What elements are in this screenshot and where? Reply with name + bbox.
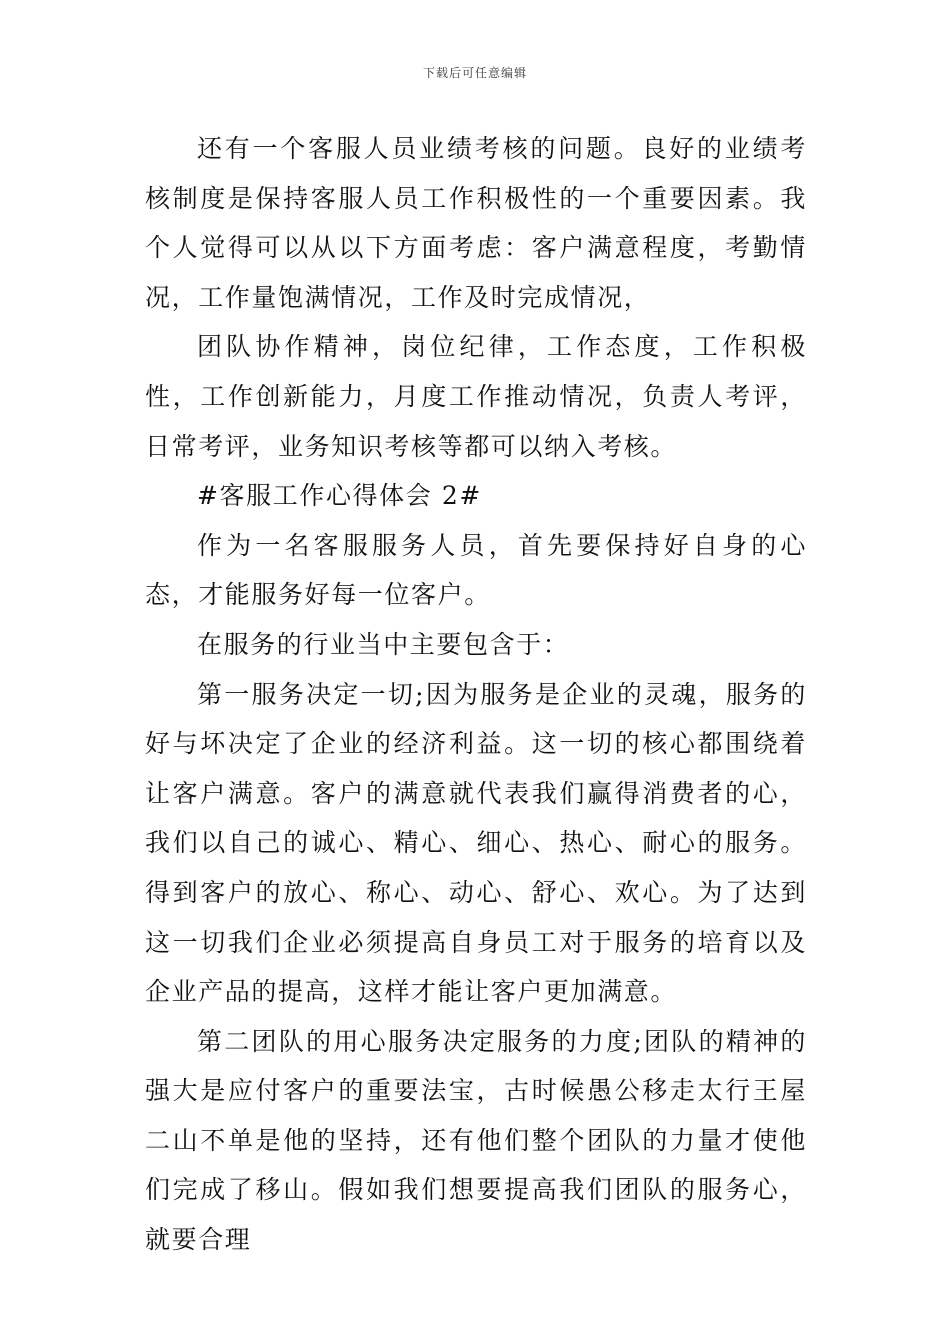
page-header: 下载后可任意编辑: [422, 66, 527, 80]
section-heading: #客服工作心得体会 2#: [197, 481, 482, 511]
document-body: [145, 124, 807, 1265]
paragraph-performance-review: 还有一个客服人员业绩考核的问题。良好的业绩考核制度是保持客服人员工作积极性的一个重要因素。我个人觉得可以从以下方面考虑：客户满意程度，考勤情况，工作量饱满情况，工作及时完成情况，: [145, 134, 807, 312]
paragraph-review-criteria: 团队协作精神，岗位纪律，工作态度，工作积极性，工作创新能力，月度工作推动情况，负责人考评，日常考评，业务知识考核等都可以纳入考核。: [145, 332, 807, 461]
paragraph-attitude: 作为一名客服服务人员，首先要保持好自身的心态，才能服务好每一位客户。: [145, 530, 807, 610]
paragraph-team-service: 第二团队的用心服务决定服务的力度;团队的精神的强大是应付客户的重要法宝，古时候愚公移走太行王屋二山不单是他的坚持，还有他们整个团队的力量才使他们完成了移山。假如我们想要提高我们团队的服务心，就要合理: [145, 1026, 807, 1255]
paragraph-service-first: 第一服务决定一切;因为服务是企业的灵魂，服务的好与坏决定了企业的经济利益。这一切的核心都围绕着让客户满意。客户的满意就代表我们赢得消费者的心，我们以自己的诚心、精心、细心、热心、耐心的服务。得到客户的放心、称心、动心、舒心、欢心。为了达到这一切我们企业必须提高自身员工对于服务的培育以及企业产品的提高，这样才能让客户更加满意。: [145, 679, 807, 1007]
paragraph-service-includes: 在服务的行业当中主要包含于：: [197, 629, 570, 659]
